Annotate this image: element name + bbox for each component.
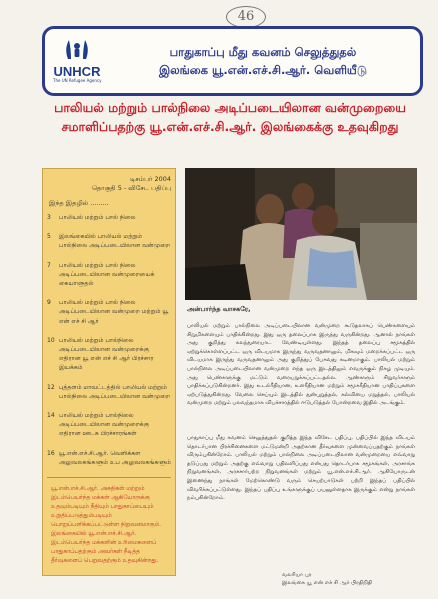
unhcr-logo: [53, 35, 101, 87]
contents-item-title: பாலியல் மற்றும் பால் நிலை அடிப்படையிலான வன்முறையைக் கையாளுதல்: [59, 261, 155, 288]
unhcr-mandate-note: யூ.என்.எச்.சி.ஆர். அகதிகள் மற்றும் இடம்பெயர்ந்த மக்கள் ஆகியோருக்கு உதவும்படியும் நீதியும் பாதுகாப்பையும் உறுதிப்படுத்தும்படியும் பொறுப்பளிக்கப்பட்டுள்ள நிறுவனமாகும். இலங்கையில் யூ.என்.எச்.சி.ஆர். இடம்பெயர்ந்த மக்களின் உரிமைகளைப் பாதுகாப்பதற்கும் அவர்கள் நீடித்த தீர்வுகளைப் பெறுவதற்கும் உதவுகின்றது.: [51, 486, 162, 565]
contents-divider: [47, 477, 171, 478]
signatory-title: இலங்கை யூ என் எச் சி ஆர் பிரதிநிதி: [282, 580, 373, 586]
contents-item-title: பாலியல் மற்றும் பால்நிலை அடிப்படையிலான வன்முறைக்கு எதிரான யூ என் எச் சி ஆர் பிரச்சார இயக்கம்: [59, 336, 154, 372]
contents-page-number: 9: [47, 299, 51, 307]
signatory-name: வலரியா புர: [282, 572, 312, 578]
contents-item: [47, 449, 171, 467]
contents-item: [47, 411, 171, 439]
cover-photo: [185, 168, 417, 300]
contents-page-number: 14: [47, 412, 55, 420]
contents-item-title: புத்தளம் மாவட்டத்தில் பாலியல் மற்றும் பால்நிலை அடிப்படையிலான வன்முறை: [59, 383, 170, 400]
page-number: 46: [226, 6, 266, 28]
salutation: அன்பார்ந்த வாசகரே,: [187, 305, 251, 313]
body-paragraph: பாலியல் மற்றும் பால்நிலை அடிப்படையிலான வன்முறை கூடுதலாகப் பெண்களையும் சிறுமிகளையும் பாதிக்கின்றது. இது ஒரு தலைப்பாக இருந்து வருகின்றது. ஆனால் நாங்கள் அது குறித்து கலந்துரையாட வேண்டியுள்ளது. இந்தத் தலைப்பு சமூகத்தில் ஏற்றுக்கொள்ளப்பட்ட ஒரு விடயமாக இருந்து வருவதனாலும், மிகவும் மறைக்கப்பட்ட ஒரு விடயமாக இருந்து வருவதனாலும் அது குறித்துப் பேசுவது கடினமாகும். பாலியல் மற்றும் பால்நிலை அடிப்படையிலான வன்முறை எந்த ஒரு இடத்திலும் எவருக்கும் நிகழ முடியும். அது பெண்களுக்கு மட்டும் வரையறுக்கப்பட்டதல்ல. ஆண்களும் சிறுவர்களும் பாதிக்கப்படுகின்றனர். இது உடல்ரீதியான, உளரீதியான மற்றும் சமூகரீதியான பாதிப்புகளை ஏற்படுத்துகின்றது. வேலை செய்யும் இடத்தில் துன்புறுத்தல், கல்வியை மறுத்தல், பாலியல் வன்முறை மற்றும் பலவந்தமாக விபச்சாரத்தில் ஈடுபடுத்தல் போன்றவை இதில் அடங்கும்.: [187, 323, 415, 407]
contents-heading: இந்த இதழில் .........: [49, 199, 109, 207]
contents-item-title: இலங்கையில் பாலியல் மற்றும் பால்நிலை அடிப்படையிலான வன்முறை: [59, 233, 170, 250]
publication-subtitle: இலங்கை யூ.என்.எச்.சி.ஆர். வெளியீடு: [158, 63, 368, 77]
contents-item-title: யூ.என்.எச்.சி.ஆர். வெளிக்கள அலுவலகங்களும் உப அலுவலகங்களும்: [59, 449, 171, 466]
contents-page-number: 7: [47, 261, 51, 269]
body-paragraph: பாதுகாப்பு மீது கவனம் செலுத்துதல் குறித்த இந்த விசேட பதிப்பு, பதிப்பில் இந்த விடயம் தொடர்பான பிரச்சினைகளை மட்டுமன்றி அதற்கான தீர்வுகளை முன்வைப்பதற்கும் நாங்கள் விரும்புகின்றோம். பாலியல் மற்றும் பால்நிலை அடிப்படையிலான வன்முறையை எவ்வாறு தடுப்பது மற்றும் அதற்கு எவ்வாறு பதிலளிப்பது என்பது தொடர்பாக சமூகங்கள், அரசாங்க நிறுவனங்கள், அரசசார்பற்ற நிறுவனங்கள் மற்றும் யூ.என்.எச்.சி.ஆர். ஆகியோருடன் இணைந்து நாங்கள் மேற்கொண்டு வரும் செயற்பாடுகள் பற்றி இந்தப் பதிப்பில் விவரிக்கப்பட்டுள்ளது. இந்தப் பதிப்பு உங்களுக்குப் பயனுள்ளதாக இருக்கும் என்று நாங்கள் நம்புகின்றோம்.: [187, 435, 415, 502]
contents-item: [47, 336, 171, 373]
contents-item: [47, 298, 171, 326]
contents-sidebar: [42, 168, 176, 576]
signature-block: [282, 571, 372, 587]
contents-item: [47, 232, 171, 250]
logo-tagline: The UN Refugee Agency: [53, 78, 102, 83]
contents-page-number: 3: [47, 214, 51, 221]
publication-title: பாதுகாப்பு மீது கவனம் செலுத்துதல்: [169, 45, 357, 59]
issue-info: [43, 175, 171, 193]
contents-item-title: பாலியல் மற்றும் பால் நிலை: [59, 214, 136, 221]
article-headline: பாலியல் மற்றும் பால்நிலை அடிப்படையிலான வன்முறையை சமாளிப்பதற்கு யூ.என்.எச்.சி.ஆர். இலங்கைக்கு உதவுகிறது: [54, 100, 406, 134]
contents-page-number: 12: [47, 383, 55, 391]
contents-item: [47, 383, 171, 401]
issue-date: டிசம்பர் 2004: [130, 175, 171, 183]
contents-item: [47, 213, 171, 222]
contents-page-number: 10: [47, 336, 55, 344]
contents-page-number: 5: [47, 233, 51, 241]
contents-item: [47, 261, 171, 289]
women-group-photo: [185, 168, 417, 300]
issue-volume: தொகுதி 5 - விசேட பதிப்பு: [91, 184, 171, 192]
contents-item-title: பாலியல் மற்றும் பால்நிலை அடிப்படையிலான வன்முறைக்கு எதிரான ஊடக பிரச்சாரங்கள்: [59, 412, 149, 438]
contents-page-number: 16: [47, 449, 55, 457]
newsletter-header: [42, 26, 423, 96]
unhcr-emblem-icon: [62, 35, 92, 65]
logo-wordmark: UNHCR: [53, 64, 101, 79]
contents-list: [47, 213, 171, 566]
contents-item-title: பாலியல் மற்றும் பால் நிலை அடிப்படையிலான வன்முறை மற்றும் யூ என் எச் சி ஆர்: [59, 299, 169, 325]
